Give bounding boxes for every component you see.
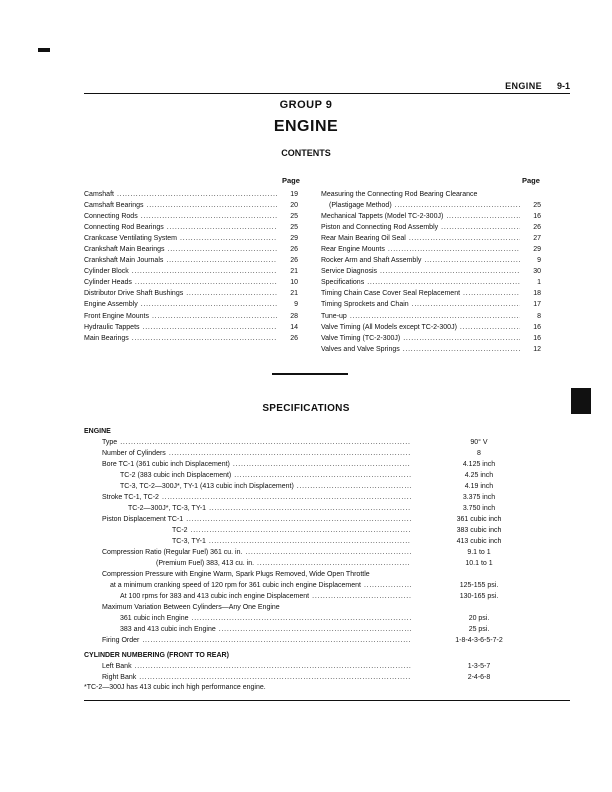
spec-value: 1-8-4-3-6-5-7-2: [455, 637, 503, 644]
toc-entry-title: Crankshaft Main Bearings: [84, 246, 165, 254]
toc-entry-page: 21: [290, 290, 298, 298]
toc-entry-title: Specifications: [321, 279, 365, 287]
toc-entry-page: 30: [533, 268, 541, 276]
toc-entry-title: Camshaft Bearings: [84, 202, 144, 210]
toc-entry-title: Tune-up: [321, 312, 347, 320]
contents-heading: CONTENTS: [281, 148, 331, 158]
toc-entry-title: Mechanical Tappets (Model TC-2-300J): [321, 213, 444, 221]
spec-label: Right Bank: [102, 674, 137, 681]
toc-entry-title: Timing Chain Case Cover Seal Replacement: [321, 290, 461, 298]
spec-value: 413 cubic inch: [456, 538, 502, 545]
toc-entry: [321, 222, 541, 233]
header-rule: [84, 93, 570, 94]
toc-page-label-right: Page: [522, 176, 540, 185]
toc-entry: [84, 233, 298, 244]
spec-label: Bore TC-1 (361 cubic inch Displacement): [102, 461, 230, 468]
toc-entry-page: 18: [533, 290, 541, 298]
spec-label: TC-3, TC-2—300J*, TY-1 (413 cubic inch Displacement): [120, 483, 294, 490]
spec-label: TC-2—300J*, TC-3, TY-1: [128, 505, 207, 512]
toc-entry: [321, 189, 541, 200]
toc-entry: [321, 299, 541, 310]
specifications-table: [84, 426, 544, 683]
toc-entry-page: 27: [533, 235, 541, 243]
toc-entry-page: 10: [290, 279, 298, 287]
toc-entry-page: 9: [537, 257, 541, 265]
section-divider: [272, 373, 348, 375]
spec-row: [84, 661, 544, 672]
toc-entry-title: Valves and Valve Springs: [321, 345, 400, 353]
corner-mark: [38, 48, 50, 52]
spec-row: [84, 503, 544, 514]
toc-entry-title: (Plastigage Method): [329, 202, 392, 210]
spec-value: 383 cubic inch: [456, 527, 502, 534]
toc-entry: [84, 189, 298, 200]
toc-left-column: [84, 189, 298, 344]
toc-entry-title: Cylinder Heads: [84, 279, 132, 287]
spec-row: [84, 558, 544, 569]
spec-row: [84, 624, 544, 635]
spec-label: 361 cubic inch Engine: [120, 615, 189, 622]
spec-row: [84, 448, 544, 459]
spec-row: [84, 492, 544, 503]
spec-label: 383 and 413 cubic inch Engine: [120, 626, 216, 633]
spec-label: TC-2 (383 cubic inch Displacement): [120, 472, 232, 479]
toc-entry-page: 25: [290, 224, 298, 232]
footnote: *TC-2—300J has 413 cubic inch high performance engine.: [84, 684, 266, 691]
toc-right-column: [321, 189, 541, 355]
toc-entry: [84, 299, 298, 310]
page-number: 9-1: [556, 81, 570, 91]
specifications-heading: SPECIFICATIONS: [262, 403, 350, 414]
toc-entry: [321, 244, 541, 255]
toc-entry-page: 26: [290, 257, 298, 265]
toc-entry: [321, 344, 541, 355]
page-title: ENGINE: [273, 118, 339, 135]
toc-entry-title: Distributor Drive Shaft Bushings: [84, 290, 184, 298]
spec-row: [84, 569, 544, 580]
toc-entry-page: 26: [290, 246, 298, 254]
toc-entry-title: Crankshaft Main Journals: [84, 257, 164, 265]
toc-entry-page: 29: [533, 246, 541, 254]
toc-entry-page: 25: [290, 213, 298, 221]
toc-entry: [321, 233, 541, 244]
toc-entry-page: 20: [290, 202, 298, 210]
toc-entry-page: 1: [537, 279, 541, 287]
spec-label: (Premium Fuel) 383, 413 cu. in.: [156, 560, 255, 567]
spec-label: At 100 rpms for 383 and 413 cubic inch engine Displacement: [120, 593, 310, 600]
toc-entry: [84, 311, 298, 322]
toc-entry-title: Rear Main Bearing Oil Seal: [321, 235, 406, 243]
toc-entry-title: Valve Timing (TC-2-300J): [321, 334, 401, 342]
toc-entry-page: 29: [290, 235, 298, 243]
spec-value: 125-155 psi.: [459, 582, 499, 589]
toc-entry-title: Valve Timing (All Models except TC-2-300J): [321, 323, 457, 331]
spec-section-heading: CYLINDER NUMBERING (FRONT TO REAR): [84, 652, 229, 659]
toc-entry-page: 12: [533, 345, 541, 353]
toc-entry-title: Main Bearings: [84, 334, 129, 342]
toc-entry-page: 16: [533, 323, 541, 331]
running-header-title: ENGINE: [505, 81, 542, 91]
toc-entry-page: 16: [533, 334, 541, 342]
toc-page-label-left: Page: [282, 176, 300, 185]
toc-entry: [321, 277, 541, 288]
toc-entry: [84, 288, 298, 299]
spec-value: 4.19 inch: [464, 483, 494, 490]
toc-entry: [84, 266, 298, 277]
spec-row: [84, 602, 544, 613]
toc-entry: [321, 322, 541, 333]
spec-row: [84, 672, 544, 683]
spec-label: Compression Ratio (Regular Fuel) 361 cu. in.: [102, 549, 243, 556]
toc-entry-page: 26: [290, 334, 298, 342]
toc-entry-page: 21: [290, 268, 298, 276]
toc-entry-title: Service Diagnosis: [321, 268, 378, 276]
toc-entry-title: Engine Assembly: [84, 301, 138, 309]
spec-label: Stroke TC-1, TC-2: [102, 494, 159, 501]
spec-value: 361 cubic inch: [456, 516, 502, 523]
toc-entry-title: Rear Engine Mounts: [321, 246, 385, 254]
toc-entry: [84, 333, 298, 344]
spec-label: Firing Order: [102, 637, 140, 644]
toc-entry-title: Camshaft: [84, 191, 114, 198]
spec-label: TC-3, TY-1: [172, 538, 206, 545]
toc-entry-page: 28: [290, 312, 298, 320]
spec-row: [84, 547, 544, 558]
spec-value: 130-165 psi.: [459, 593, 499, 600]
spec-row: [84, 536, 544, 547]
spec-label: Left Bank: [102, 663, 132, 670]
spec-row: [84, 459, 544, 470]
spec-value: 8: [477, 450, 481, 457]
toc-entry-page: 16: [533, 213, 541, 221]
toc-entry: [84, 200, 298, 211]
spec-row: [84, 613, 544, 624]
toc-entry-title: Front Engine Mounts: [84, 312, 149, 320]
spec-label: Number of Cylinders: [102, 450, 166, 457]
toc-entry: [321, 211, 541, 222]
toc-entry-page: 25: [533, 202, 541, 210]
spec-row: [84, 470, 544, 481]
spec-value: 4.25 inch: [464, 472, 494, 479]
spec-label: Piston Displacement TC-1: [102, 516, 184, 523]
spec-value: 3.375 inch: [462, 494, 496, 501]
toc-entry-title: Crankcase Ventilating System: [84, 235, 177, 243]
toc-entry: [321, 266, 541, 277]
spec-row: [84, 525, 544, 536]
spec-label: Type: [102, 439, 118, 446]
spec-row: [84, 591, 544, 602]
toc-entry: [84, 255, 298, 266]
toc-entry: [321, 311, 541, 322]
spec-label: Compression Pressure with Engine Warm, Spark Plugs Removed, Wide Open Throttle: [102, 571, 370, 578]
bottom-rule: [84, 700, 570, 701]
toc-entry-title: Piston and Connecting Rod Assembly: [321, 224, 439, 232]
spec-value: 4.125 inch: [462, 461, 496, 468]
toc-entry-title: Cylinder Block: [84, 268, 129, 276]
toc-entry-title: Measuring the Connecting Rod Bearing Clearance: [321, 191, 478, 198]
spec-value: 3.750 inch: [462, 505, 496, 512]
toc-entry-title: Connecting Rods: [84, 213, 138, 221]
toc-entry: [84, 244, 298, 255]
spec-row: [84, 514, 544, 525]
toc-entry-page: 9: [294, 301, 298, 309]
spec-label: at a minimum cranking speed of 120 rpm for 361 cubic inch engine Displacement: [110, 582, 361, 589]
toc-entry-page: 8: [537, 312, 541, 320]
spec-row: [84, 635, 544, 646]
toc-entry-page: 17: [533, 301, 541, 309]
spec-row: [84, 580, 544, 591]
toc-entry-title: Connecting Rod Bearings: [84, 224, 164, 232]
toc-entry: [321, 288, 541, 299]
spec-value: 9.1 to 1: [467, 549, 491, 556]
toc-entry: [321, 255, 541, 266]
spec-row: [84, 481, 544, 492]
spec-value: 20 psi.: [468, 615, 490, 622]
spec-row: [84, 437, 544, 448]
toc-entry-title: Timing Sprockets and Chain: [321, 301, 409, 309]
spec-section-heading: ENGINE: [84, 428, 111, 435]
toc-entry-page: 19: [290, 191, 298, 198]
spec-label: TC-2: [172, 527, 188, 534]
toc-entry-page: 26: [533, 224, 541, 232]
toc-entry: [321, 333, 541, 344]
toc-entry: [84, 322, 298, 333]
spec-value: 1-3-5-7: [467, 663, 491, 670]
spec-value: 25 psi.: [468, 626, 490, 633]
spec-label: Maximum Variation Between Cylinders—Any One Engine: [102, 604, 280, 611]
spec-value: 2-4-6-8: [467, 674, 491, 681]
toc-entry: [321, 200, 541, 211]
spec-value: 10.1 to 1: [465, 560, 493, 567]
toc-entry-page: 14: [290, 323, 298, 331]
spec-value: 90° V: [470, 439, 488, 446]
toc-entry-title: Rocker Arm and Shaft Assembly: [321, 257, 422, 265]
toc-entry: [84, 277, 298, 288]
toc-entry: [84, 222, 298, 233]
group-title: GROUP 9: [279, 99, 333, 111]
toc-entry: [84, 211, 298, 222]
toc-entry-title: Hydraulic Tappets: [84, 323, 140, 331]
